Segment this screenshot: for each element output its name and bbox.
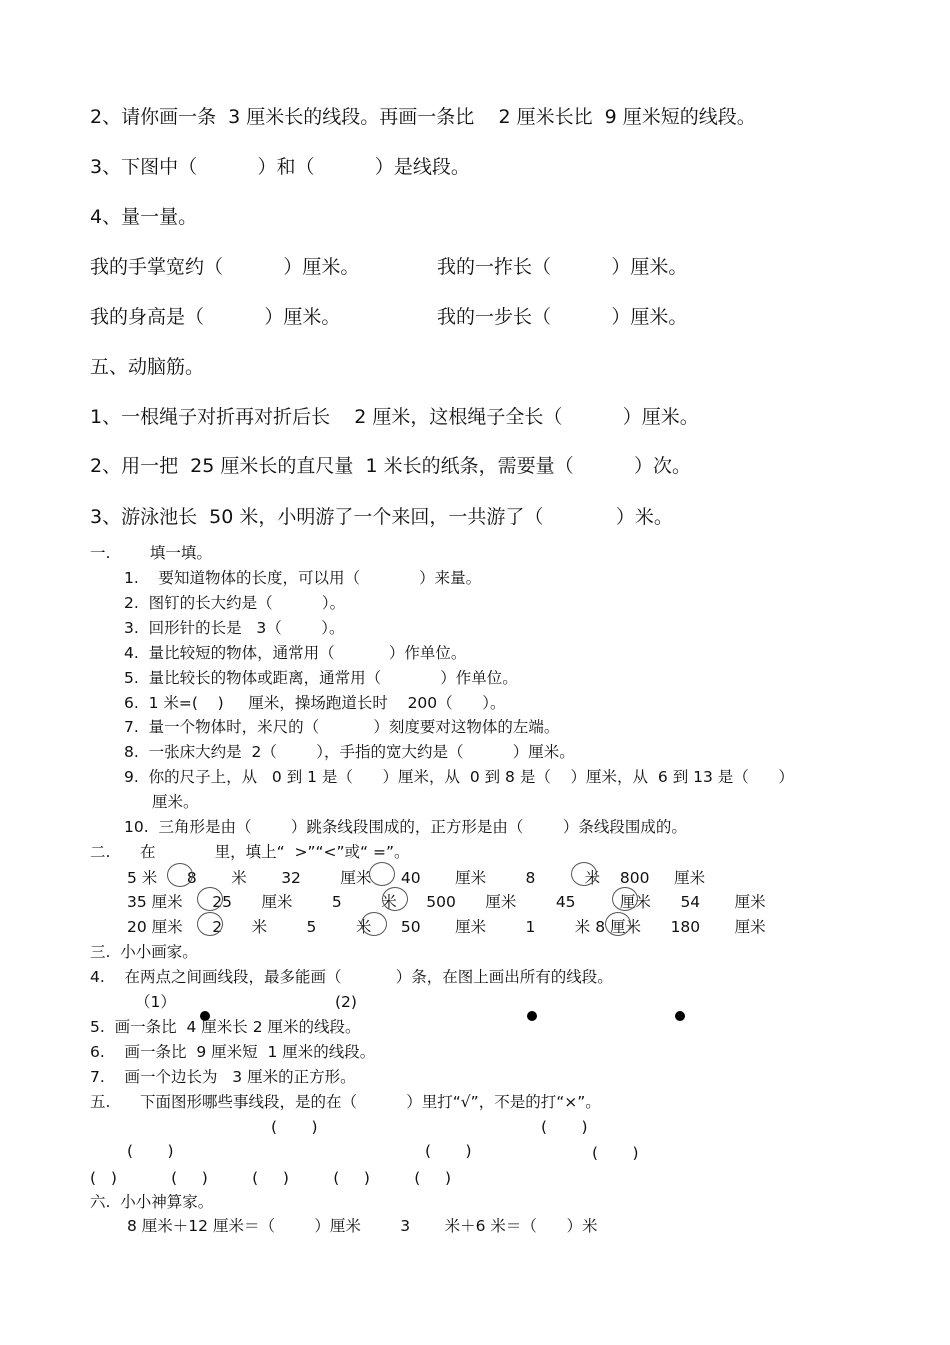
section-brain-teaser: 五、动脑筋。 <box>90 356 205 378</box>
fill-item: 1. 要知道物体的长度，可以用（ ）来量。 <box>124 569 482 587</box>
answer-parens-row: ( ) ( ) ( ) ( ) ( ) <box>90 1169 452 1187</box>
draw-question: 4. 在两点之间画线段，最多能画（ ）条，在图上画出所有的线段。 <box>90 968 613 986</box>
question-draw-segments: 2、请你画一条 3 厘米长的线段。再画一条比 2 厘米长比 9 厘米短的线段。 <box>90 106 756 128</box>
compare-circle[interactable] <box>605 912 631 936</box>
answer-parens: ( ) <box>541 1118 588 1136</box>
section-judge-segments: 五. 下面图形哪些事线段，是的在（ ）里打“√”，不是的打“×”。 <box>90 1093 601 1111</box>
teaser-rope: 1、一根绳子对折再对折后长 2 厘米，这根绳子全长（ ）厘米。 <box>90 406 699 428</box>
section-fill-in: 一. 填一填。 <box>90 544 212 562</box>
answer-parens: ( ) <box>592 1144 639 1162</box>
compare-circle[interactable] <box>571 862 597 886</box>
draw-question: 5. 画一条比 4 厘米长 2 厘米的线段。 <box>90 1018 361 1036</box>
teaser-pool: 3、游泳池长 50 米，小明游了一个来回，一共游了（ ）米。 <box>90 506 673 528</box>
measure-palm: 我的手掌宽约（ ）厘米。 <box>90 256 360 278</box>
compare-circle[interactable] <box>369 862 395 886</box>
answer-parens: ( ) <box>271 1118 318 1136</box>
calc-row: 8 厘米＋12 厘米＝（ ）厘米 3 米＋6 米＝（ ）米 <box>127 1217 598 1235</box>
measure-step: 我的一步长（ ）厘米。 <box>437 306 688 328</box>
draw-question: 6. 画一条比 9 厘米短 1 厘米的线段。 <box>90 1043 376 1061</box>
figure-label-2: (2) <box>335 993 357 1011</box>
draw-question: 7. 画一个边长为 3 厘米的正方形。 <box>90 1068 356 1086</box>
compare-circle[interactable] <box>612 887 638 911</box>
point-dot <box>675 1011 685 1021</box>
compare-circle[interactable] <box>197 887 223 911</box>
fill-item: 7. 量一个物体时，米尺的（ ）刻度要对这物体的左端。 <box>124 718 560 736</box>
measure-span: 我的一拃长（ ）厘米。 <box>437 256 688 278</box>
compare-circle[interactable] <box>167 863 193 887</box>
measure-height: 我的身高是（ ）厘米。 <box>90 306 341 328</box>
question-measure: 4、量一量。 <box>90 206 198 228</box>
compare-circle[interactable] <box>197 912 223 936</box>
fill-item: 3. 回形针的长是 3（ ）。 <box>124 619 345 637</box>
fill-item: 10. 三角形是由（ ）跳条线段围成的，正方形是由（ ）条线段围成的。 <box>124 818 687 836</box>
section-calculation: 六. 小小神算家。 <box>90 1193 214 1211</box>
answer-parens: ( ) <box>127 1142 174 1160</box>
fill-item: 5. 量比较长的物体或距离，通常用（ ）作单位。 <box>124 669 518 687</box>
compare-row: 20 厘米 2 米 5 米 50 厘米 1 米 8 厘米 180 厘米 <box>127 918 766 936</box>
compare-circle[interactable] <box>382 887 408 911</box>
fill-item-continued: 厘米。 <box>152 793 199 811</box>
section-compare: 二. 在 里，填上“ >”“<”或“ =”。 <box>90 843 410 861</box>
fill-item: 2. 图钉的长大约是（ ）。 <box>124 594 346 612</box>
compare-circle[interactable] <box>361 912 387 936</box>
figure-label-1: （1） <box>135 993 176 1011</box>
fill-item: 8. 一张床大约是 2（ ），手指的宽大约是（ ）厘米。 <box>124 743 575 761</box>
section-little-artist: 三. 小小画家。 <box>90 943 198 961</box>
point-dot <box>527 1011 537 1021</box>
fill-item: 9. 你的尺子上，从 0 到 1 是（ ）厘米，从 0 到 8 是（ ）厘米，从 6 到 13 是（ ） <box>124 768 794 786</box>
fill-item: 4. 量比较短的物体，通常用（ ）作单位。 <box>124 644 467 662</box>
fill-item: 6. 1 米=( ) 厘米，操场跑道长时 200（ ）。 <box>124 694 506 712</box>
answer-parens: ( ) <box>425 1142 472 1160</box>
compare-row: 35 厘米 25 厘米 5 米 500 厘米 45 厘米 54 厘米 <box>127 893 766 911</box>
compare-row: 5 米 8 米 32 厘米 40 厘米 8 米 800 厘米 <box>127 869 706 887</box>
question-which-segments: 3、下图中（ ）和（ ）是线段。 <box>90 156 470 178</box>
teaser-ruler: 2、用一把 25 厘米长的直尺量 1 米长的纸条，需要量（ ）次。 <box>90 455 691 477</box>
